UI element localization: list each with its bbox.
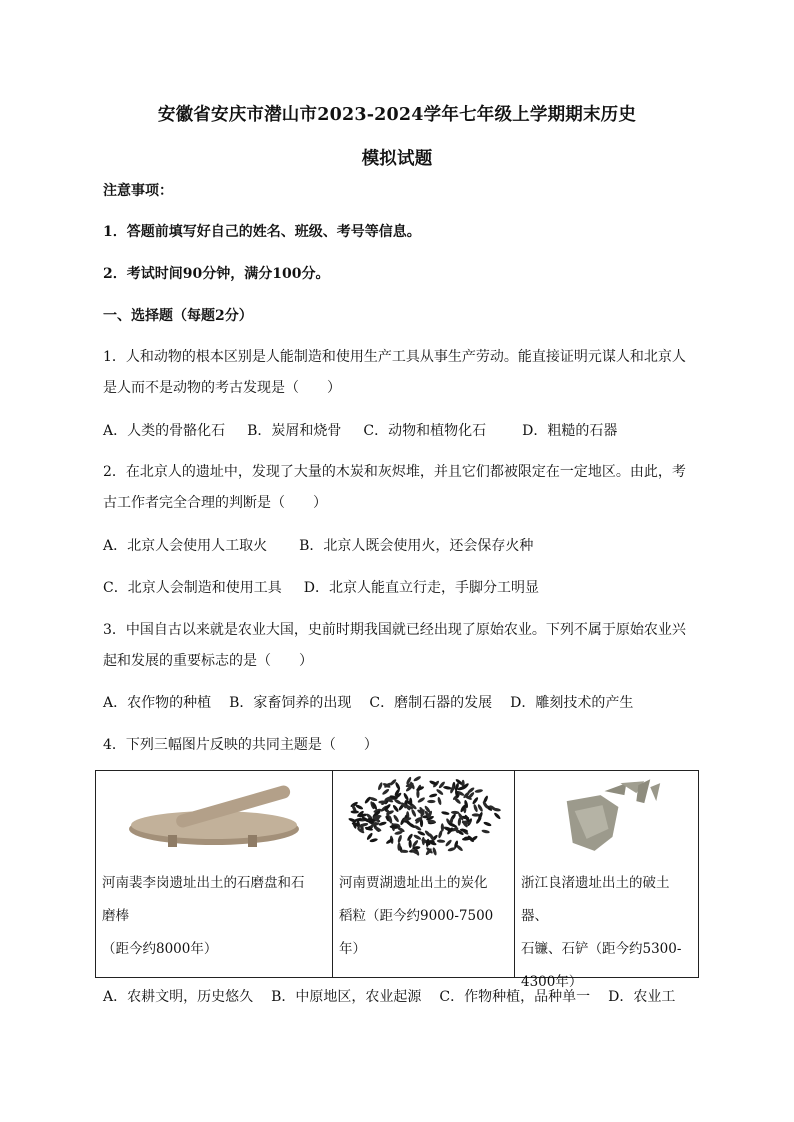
question-1-option-a[interactable]: A．人类的骨骼化石: [103, 423, 226, 439]
stone-tools-image: [515, 771, 698, 863]
exam-title-line-2: 模拟试题: [361, 149, 433, 169]
question-4-option-d[interactable]: D．农业工: [608, 989, 676, 1005]
question-2-option-d[interactable]: D．北京人能直立行走，手脚分工明显: [303, 580, 539, 596]
table-cell-jiahu: [332, 771, 514, 977]
question-2-options-row-2: [103, 578, 561, 598]
question-3-stem-line-1: 3．中国自古以来就是农业大国，史前时期我国就已经出现了原始农业。下列不属于原始农业兴: [103, 622, 686, 638]
question-4-options: [103, 987, 675, 1007]
liangzhu-caption: 浙江良渚遗址出土的破土器、 石镰、石铲（距今约5300- 4300年）: [521, 875, 682, 990]
peiligang-caption: 河南裴李岗遗址出土的石磨盘和石 磨棒 （距今约8000年）: [102, 875, 305, 957]
question-1-option-b[interactable]: B．炭屑和烧骨: [247, 423, 342, 439]
table-cell-peiligang: [96, 771, 332, 977]
carbonized-rice-image: [333, 771, 514, 863]
question-3-stem-line-2: 起和发展的重要标志的是（ ）: [103, 653, 313, 669]
question-1-stem-line-1: 1．人和动物的根本区别是人能制造和使用生产工具从事生产劳动。能直接证明元谋人和北京人: [103, 349, 686, 365]
question-2-stem-line-1: 2．在北京人的遗址中，发现了大量的木炭和灰烬堆，并且它们都被限定在一定地区。由此，考: [103, 464, 686, 480]
question-3-option-b[interactable]: B．家畜饲养的出现: [229, 695, 352, 711]
question-4-option-b[interactable]: B．中原地区，农业起源: [271, 989, 422, 1005]
question-3-option-a[interactable]: A．农作物的种植: [103, 695, 212, 711]
question-3-option-c[interactable]: C．磨制石器的发展: [369, 695, 493, 711]
table-cell-liangzhu: [514, 771, 698, 990]
question-4-stem: 4．下列三幅图片反映的共同主题是（ ）: [103, 737, 378, 753]
question-2-option-c[interactable]: C．北京人会制造和使用工具: [103, 580, 282, 596]
question-4-option-c[interactable]: C．作物种植，品种单一: [439, 989, 591, 1005]
question-3-option-d[interactable]: D．雕刻技术的产生: [510, 695, 634, 711]
question-1-options: [103, 421, 639, 441]
jiahu-caption: 河南贾湖遗址出土的炭化 稻粒（距今约9000-7500年）: [339, 875, 494, 957]
question-4-option-a[interactable]: A．农耕文明，历史悠久: [103, 989, 254, 1005]
question-2-stem-line-2: 古工作者完全合理的判断是（ ）: [103, 495, 327, 511]
question-3-options: [103, 693, 655, 713]
question-1-stem-line-2: 是人而不是动物的考古发现是（ ）: [103, 380, 341, 396]
question-1-option-d[interactable]: D．粗糙的石器: [522, 423, 618, 439]
notice-item-1: 1．答题前填写好自己的姓名、班级、考号等信息。: [103, 224, 421, 240]
notice-heading: 注意事项：: [103, 183, 173, 199]
question-2-option-b[interactable]: B．北京人既会使用火，还会保存火种: [299, 538, 534, 554]
exam-title-line-1: 安徽省安庆市潜山市2023-2024学年七年级上学期期末历史: [157, 105, 637, 125]
question-1-option-c[interactable]: C．动物和植物化石: [363, 423, 487, 439]
question-2-option-a[interactable]: A．北京人会使用人工取火: [103, 538, 268, 554]
question-2-options-row-1: [103, 536, 555, 556]
grinding-stone-image: [96, 771, 332, 863]
question-4-image-table: [95, 770, 699, 990]
section-heading: 一、选择题（每题2分）: [103, 308, 253, 324]
notice-item-2: 2．考试时间90分钟，满分100分。: [103, 266, 330, 282]
